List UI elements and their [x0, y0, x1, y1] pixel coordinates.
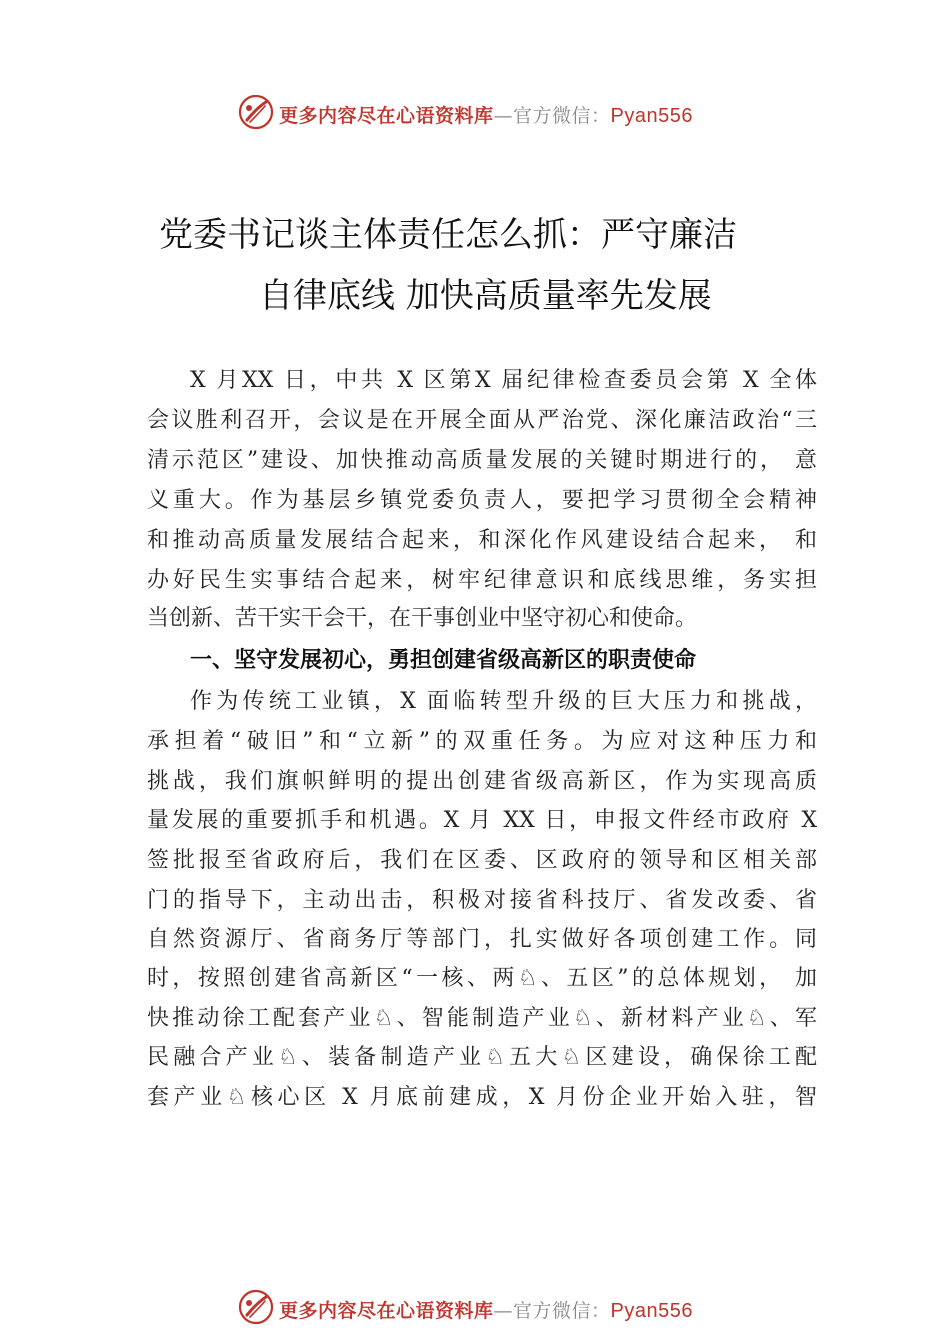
paragraph-line: 办好民生实事结合起来，树牢纪律意识和底线思维，务实担: [147, 568, 817, 593]
paragraph-line: X 月XX 日，中共 X 区第X 届纪律检查委员会第 X 全体: [190, 368, 817, 393]
paragraph-line: 作为传统工业镇，X 面临转型升级的巨大压力和挑战，: [190, 689, 817, 714]
paragraph-line: 套产业♘核心区 X 月底前建成，X 月份企业开始入驻，智: [147, 1085, 817, 1110]
footer-banner: [0, 1287, 950, 1331]
banner-highlight: 更多内容尽在心语资料库: [279, 105, 494, 127]
pen-logo-icon: [238, 1289, 274, 1325]
paragraph-line: 时，按照创建省高新区“一核、两♘、五区”的总体规划， 加: [147, 966, 817, 991]
title-line-2: 自律底线 加快高质量率先发展: [259, 276, 712, 316]
banner-wechat-id: Pyan556: [610, 1300, 693, 1322]
paragraph-line: 量发展的重要抓手和机遇。X 月 XX 日，申报文件经市政府 X: [147, 808, 817, 833]
paragraph-line: 清示范区”建设、加快推动高质量发展的关键时期进行的， 意: [147, 448, 817, 473]
banner-highlight: 更多内容尽在心语资料库: [279, 1300, 494, 1322]
header-banner: [0, 92, 950, 136]
paragraph-line: 民融合产业♘、装备制造产业♘五大♘区建设，确保徐工配: [147, 1045, 817, 1070]
banner-separator: —官方微信：: [493, 1300, 611, 1322]
paragraph-line: 挑战，我们旗帜鲜明的提出创建省级高新区，作为实现高质: [147, 769, 817, 794]
title-line-1: 党委书记谈主体责任怎么抓：严守廉洁: [159, 215, 737, 255]
banner-separator: —官方微信：: [493, 105, 611, 127]
paragraph-line: 快推动徐工配套产业♘、智能制造产业♘、新材料产业♘、军: [147, 1006, 817, 1031]
paragraph-line: 门的指导下，主动出击，积极对接省科技厅、省发改委、省: [147, 888, 817, 913]
paragraph-line: 义重大。作为基层乡镇党委负责人，要把学习贯彻全会精神: [147, 488, 817, 513]
section-heading: 一、坚守发展初心，勇担创建省级高新区的职责使命: [190, 648, 697, 673]
banner-text: [279, 1296, 693, 1323]
paragraph-line: 当创新、苦干实干会干，在干事创业中坚守初心和使命。: [147, 606, 698, 631]
paragraph-line: 自然资源厅、省商务厅等部门，扎实做好各项创建工作。同: [147, 927, 817, 952]
pen-logo-icon: [238, 94, 274, 130]
paragraph-line: 会议胜利召开，会议是在开展全面从严治党、深化廉洁政治“三: [147, 408, 817, 433]
banner-wechat-id: Pyan556: [610, 105, 693, 127]
paragraph-line: 承担着“破旧”和“立新”的双重任务。为应对这种压力和: [147, 729, 817, 754]
banner-text: [279, 101, 693, 128]
paragraph-line: 签批报至省政府后，我们在区委、区政府的领导和区相关部: [147, 848, 817, 873]
paragraph-line: 和推动高质量发展结合起来，和深化作风建设结合起来， 和: [147, 528, 817, 553]
